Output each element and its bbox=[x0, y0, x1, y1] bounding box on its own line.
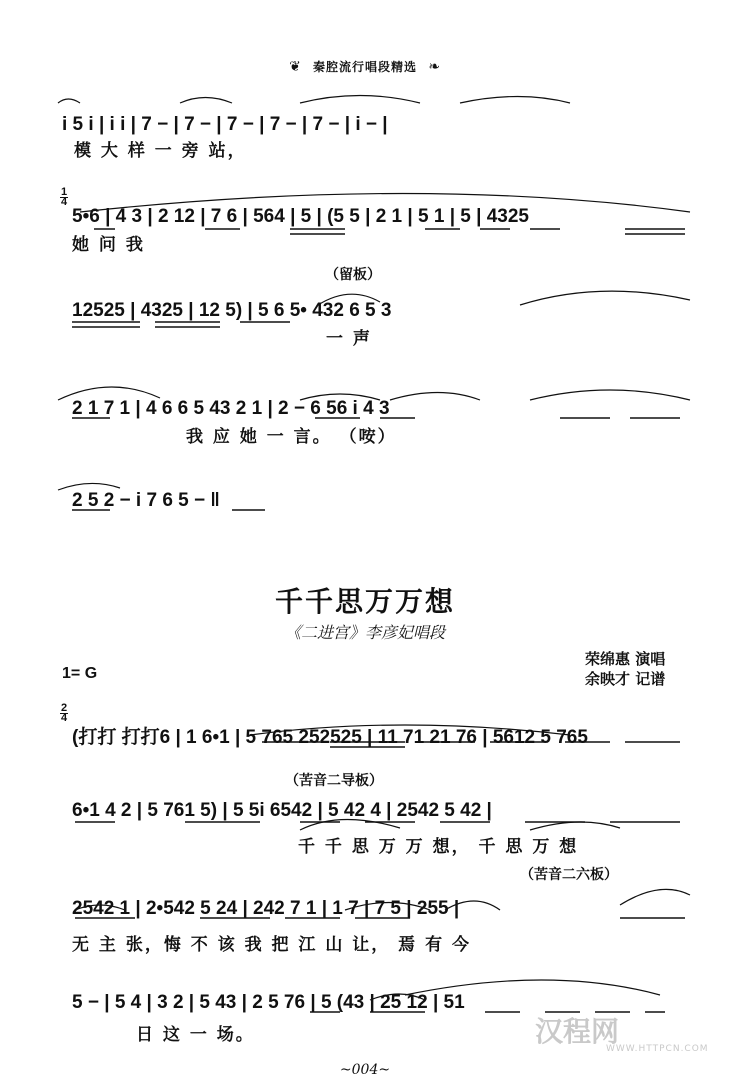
ts-top: 2 bbox=[60, 702, 68, 714]
page-number: ~004~ bbox=[339, 1062, 391, 1078]
tempo-marking-daoban: （苦音二导板） bbox=[285, 773, 383, 789]
score-line-3-notes: 12525 | 4325 | 12 5) | 5 6 5• 432 6 5 3 bbox=[72, 300, 392, 321]
score-line-9-lyrics: 日 这 一 场。 bbox=[136, 1025, 255, 1045]
song-subtitle: 《二进宫》李彦妃唱段 bbox=[284, 623, 445, 642]
watermark-url: WWW.HTTPCN.COM bbox=[606, 1044, 709, 1054]
header-title: 秦腔流行唱段精选 bbox=[312, 60, 417, 74]
score-line-3-lyrics: 一 声 bbox=[326, 329, 372, 349]
ornament-left-icon: ❦ bbox=[289, 59, 302, 75]
ornament-right-icon: ❧ bbox=[428, 59, 441, 75]
tempo-marking-erliuban: （苦音二六板） bbox=[520, 867, 618, 883]
score-line-5-notes: 2 5 2 − i 7 6 5 − ‖ bbox=[72, 490, 220, 511]
score-line-6-notes: (打打 打打6 | 1 6•1 | 5 765 252525 | 11 71 21 76 | 5612 5 765 bbox=[72, 727, 588, 748]
score-line-1-notes: i 5 i | i i | 7 − | 7 − | 7 − | 7 − | 7 − | i − | bbox=[62, 114, 388, 135]
score-line-4-notes: 2 1 7 1 | 4 6 6 5 43 2 1 | 2 − 6 56 i 4 3 bbox=[72, 398, 390, 419]
score-line-1-lyrics: 模 大 样 一 旁 站， bbox=[74, 141, 247, 161]
score-line-7-notes: 6•1 4 2 | 5 761 5) | 5 5i 6542 | 5 42 4 | 2542 5 42 | bbox=[72, 800, 492, 821]
singer-credit: 荣绵惠 演唱 bbox=[585, 650, 666, 668]
key-signature: 1= G bbox=[62, 665, 98, 682]
score-line-4-lyrics: 我 应 她 一 言。 （咹） bbox=[186, 427, 397, 447]
ts-bottom: 4 bbox=[60, 196, 68, 208]
ts-bottom: 4 bbox=[60, 712, 68, 724]
score-line-9-notes: 5 − | 5 4 | 3 2 | 5 43 | 2 5 76 | 5 (43 | 25 12 | 51 bbox=[72, 992, 465, 1013]
tempo-marking-liuban: （留板） bbox=[325, 267, 381, 283]
watermark-logo: 汉程网 bbox=[535, 1015, 620, 1048]
score-line-8-notes: 2542 1 | 2•542 5 24 | 242 7 1 | 1 7 | 7 5 | 255 | bbox=[72, 898, 460, 919]
song-title: 千千思万万想 bbox=[274, 585, 455, 618]
running-header bbox=[0, 58, 730, 75]
ts-top: 1 bbox=[60, 186, 68, 198]
time-signature-2-4 bbox=[60, 704, 68, 723]
score-line-7-lyrics: 千 千 思 万 万 想， 千 思 万 想 bbox=[298, 837, 579, 857]
score-line-8-lyrics: 无 主 张，悔 不 该 我 把 江 山 让， 焉 有 今 bbox=[72, 935, 472, 955]
transcriber-credit: 余映才 记谱 bbox=[585, 670, 666, 688]
score-line-2-notes: 5•6 | 4 3 | 2 12 | 7 6 | 564 | 5 | (5 5 | 2 1 | 5 1 | 5 | 4325 bbox=[72, 206, 529, 227]
score-line-2-lyrics: 她 问 我 bbox=[72, 235, 145, 255]
time-signature-1-4 bbox=[60, 188, 68, 207]
